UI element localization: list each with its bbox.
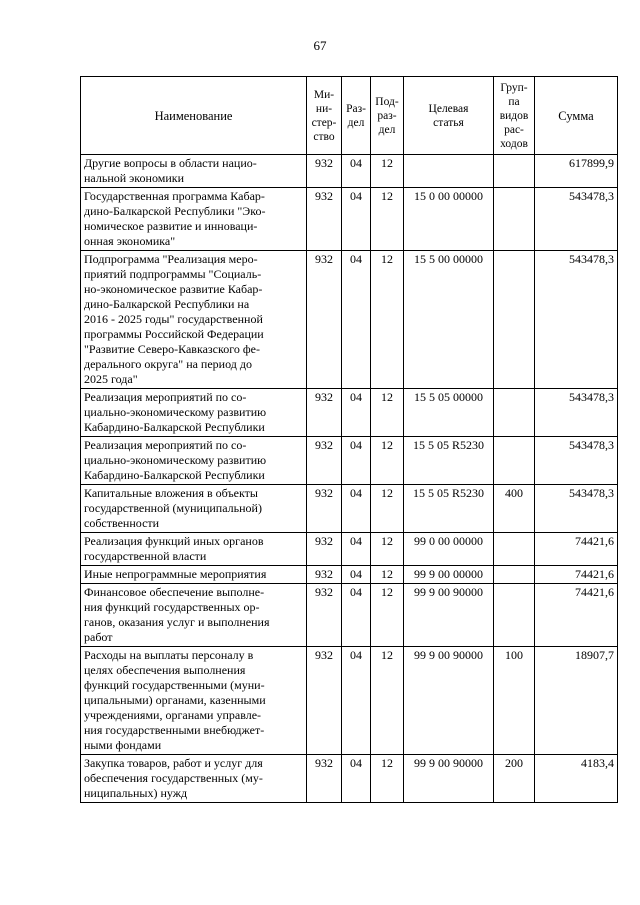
cell-name-line: собственности — [84, 516, 160, 530]
cell-section: 04 — [342, 533, 371, 566]
cell-name-line: дерального округа" на период до — [84, 357, 252, 371]
cell-name-line: учреждениями, органами управле- — [84, 708, 262, 722]
cell-name-line: Реализация мероприятий по со- — [84, 390, 247, 404]
cell-vid — [494, 437, 535, 485]
header-line: Ми- — [313, 88, 335, 101]
cell-sum: 543478,3 — [535, 188, 618, 251]
cell-vid: 200 — [494, 755, 535, 803]
cell-target: 99 9 00 90000 — [404, 755, 494, 803]
cell-target: 15 5 05 R5230 — [404, 437, 494, 485]
cell-name-line: Подпрограмма "Реализация меро- — [84, 252, 258, 266]
cell-name-line: Реализация мероприятий по со- — [84, 438, 247, 452]
cell-name-line: Финансовое обеспечение выполне- — [84, 585, 265, 599]
cell-name-line: ниципальных) нужд — [84, 786, 188, 800]
header-line: Целевая — [428, 102, 469, 115]
cell-section: 04 — [342, 437, 371, 485]
cell-name-line: программы Российской Федерации — [84, 327, 264, 341]
cell-name-line: циально-экономическому развитию — [84, 453, 267, 467]
cell-name-line: Иные непрограммные мероприятия — [84, 567, 267, 581]
cell-section: 04 — [342, 155, 371, 188]
cell-name-line: ными фондами — [84, 738, 162, 752]
cell-ministry: 932 — [307, 155, 342, 188]
cell-subsection: 12 — [371, 251, 404, 389]
cell-name-line: циально-экономическому развитию — [84, 405, 267, 419]
cell-subsection: 12 — [371, 533, 404, 566]
cell-name — [81, 437, 307, 485]
cell-vid — [494, 389, 535, 437]
cell-name-line: Закупка товаров, работ и услуг для — [84, 756, 263, 770]
table-row — [81, 566, 618, 584]
header-line: видов — [499, 109, 529, 122]
cell-name-line: работ — [84, 630, 113, 644]
cell-target: 99 0 00 00000 — [404, 533, 494, 566]
cell-name-line: Кабардино-Балкарской Республики — [84, 468, 265, 482]
cell-name-line: номическое развитие и инноваци- — [84, 219, 258, 233]
cell-subsection: 12 — [371, 647, 404, 755]
table-row — [81, 584, 618, 647]
cell-subsection: 12 — [371, 437, 404, 485]
cell-sum: 543478,3 — [535, 389, 618, 437]
table-row — [81, 533, 618, 566]
cell-name — [81, 566, 307, 584]
header-line: па — [508, 95, 520, 108]
cell-name-line: дино-Балкарской Республики на — [84, 297, 250, 311]
table-body — [81, 155, 618, 803]
cell-name-line: функций государственными (муни- — [84, 678, 265, 692]
cell-target: 15 0 00 00000 — [404, 188, 494, 251]
cell-name-line: но-экономическое развитие Кабар- — [84, 282, 263, 296]
cell-section: 04 — [342, 647, 371, 755]
budget-table — [80, 76, 618, 803]
cell-name — [81, 584, 307, 647]
header-line: дел — [378, 123, 396, 136]
cell-ministry: 932 — [307, 584, 342, 647]
table-row — [81, 389, 618, 437]
header-line: рас- — [504, 123, 524, 136]
cell-subsection: 12 — [371, 755, 404, 803]
header-subsection — [371, 77, 404, 155]
cell-name — [81, 647, 307, 755]
cell-sum: 18907,7 — [535, 647, 618, 755]
cell-name-line: ципальными) органами, казенными — [84, 693, 266, 707]
cell-ministry: 932 — [307, 755, 342, 803]
cell-name-line: Государственная программа Кабар- — [84, 189, 265, 203]
cell-name-line: Реализация функций иных органов — [84, 534, 264, 548]
cell-name-line: Капитальные вложения в объекты — [84, 486, 258, 500]
header-line: раз- — [377, 109, 397, 122]
cell-vid — [494, 584, 535, 647]
cell-name-line: целях обеспечения выполнения — [84, 663, 246, 677]
cell-sum: 74421,6 — [535, 566, 618, 584]
header-line: ходов — [500, 137, 528, 150]
cell-vid — [494, 188, 535, 251]
header-line: статья — [433, 116, 464, 129]
cell-name-line: онная экономика" — [84, 234, 176, 248]
cell-name — [81, 188, 307, 251]
cell-name-line: нальной экономики — [84, 171, 184, 185]
table-row — [81, 485, 618, 533]
cell-subsection: 12 — [371, 584, 404, 647]
cell-name — [81, 485, 307, 533]
cell-sum: 543478,3 — [535, 251, 618, 389]
table-row — [81, 437, 618, 485]
page-number: 67 — [313, 38, 327, 53]
cell-section: 04 — [342, 188, 371, 251]
table-row — [81, 755, 618, 803]
cell-name — [81, 389, 307, 437]
cell-subsection: 12 — [371, 188, 404, 251]
cell-subsection: 12 — [371, 155, 404, 188]
header-line: ство — [313, 130, 335, 143]
header-ministry — [307, 77, 342, 155]
cell-target: 99 9 00 90000 — [404, 584, 494, 647]
header-sum: Сумма — [535, 77, 618, 155]
cell-name-line: ния государственными внебюджет- — [84, 723, 265, 737]
table-row — [81, 155, 618, 188]
cell-name — [81, 755, 307, 803]
header-name: Наименование — [81, 77, 307, 155]
table-row — [81, 647, 618, 755]
cell-name-line: 2016 - 2025 годы" государственной — [84, 312, 263, 326]
cell-name-line: Кабардино-Балкарской Республики — [84, 420, 265, 434]
cell-target — [404, 155, 494, 188]
cell-vid — [494, 155, 535, 188]
table-row — [81, 188, 618, 251]
header-line: Под- — [375, 95, 399, 108]
cell-section: 04 — [342, 566, 371, 584]
cell-name — [81, 251, 307, 389]
cell-target: 99 9 00 00000 — [404, 566, 494, 584]
cell-name-line: 2025 года" — [84, 372, 138, 386]
cell-name-line: государственной власти — [84, 549, 207, 563]
cell-name-line: Другие вопросы в области нацио- — [84, 156, 257, 170]
cell-subsection: 12 — [371, 566, 404, 584]
header-target — [404, 77, 494, 155]
cell-ministry: 932 — [307, 485, 342, 533]
cell-target: 99 9 00 90000 — [404, 647, 494, 755]
cell-name — [81, 155, 307, 188]
cell-ministry: 932 — [307, 647, 342, 755]
cell-subsection: 12 — [371, 389, 404, 437]
cell-sum: 543478,3 — [535, 437, 618, 485]
header-line: Груп- — [500, 81, 528, 94]
cell-ministry: 932 — [307, 188, 342, 251]
cell-sum: 543478,3 — [535, 485, 618, 533]
cell-sum: 4183,4 — [535, 755, 618, 803]
header-line: дел — [347, 116, 365, 129]
cell-sum: 74421,6 — [535, 584, 618, 647]
header-section — [342, 77, 371, 155]
cell-name-line: приятий подпрограммы "Социаль- — [84, 267, 262, 281]
cell-section: 04 — [342, 251, 371, 389]
cell-subsection: 12 — [371, 485, 404, 533]
header-vid — [494, 77, 535, 155]
cell-name — [81, 533, 307, 566]
cell-vid — [494, 566, 535, 584]
cell-name-line: дино-Балкарской Республики "Эко- — [84, 204, 266, 218]
cell-name-line: "Развитие Северо-Кавказского фе- — [84, 342, 260, 356]
cell-name-line: ния функций государственных ор- — [84, 600, 260, 614]
cell-section: 04 — [342, 389, 371, 437]
cell-sum: 617899,9 — [535, 155, 618, 188]
cell-vid — [494, 251, 535, 389]
cell-target: 15 5 05 00000 — [404, 389, 494, 437]
cell-name-line: обеспечения государственных (му- — [84, 771, 263, 785]
cell-section: 04 — [342, 584, 371, 647]
cell-ministry: 932 — [307, 389, 342, 437]
cell-name-line: Расходы на выплаты персоналу в — [84, 648, 254, 662]
cell-vid: 100 — [494, 647, 535, 755]
cell-ministry: 932 — [307, 437, 342, 485]
cell-ministry: 932 — [307, 533, 342, 566]
cell-target: 15 5 05 R5230 — [404, 485, 494, 533]
cell-vid: 400 — [494, 485, 535, 533]
cell-section: 04 — [342, 485, 371, 533]
table-row — [81, 251, 618, 389]
cell-ministry: 932 — [307, 251, 342, 389]
cell-ministry: 932 — [307, 566, 342, 584]
cell-sum: 74421,6 — [535, 533, 618, 566]
table-header-row — [81, 77, 618, 155]
header-line: Раз- — [346, 102, 366, 115]
header-line: ни- — [315, 102, 333, 115]
header-line: стер- — [311, 116, 337, 129]
cell-vid — [494, 533, 535, 566]
cell-name-line: ганов, оказания услуг и выполнения — [84, 615, 270, 629]
cell-section: 04 — [342, 755, 371, 803]
cell-target: 15 5 00 00000 — [404, 251, 494, 389]
cell-name-line: государственной (муниципальной) — [84, 501, 262, 515]
